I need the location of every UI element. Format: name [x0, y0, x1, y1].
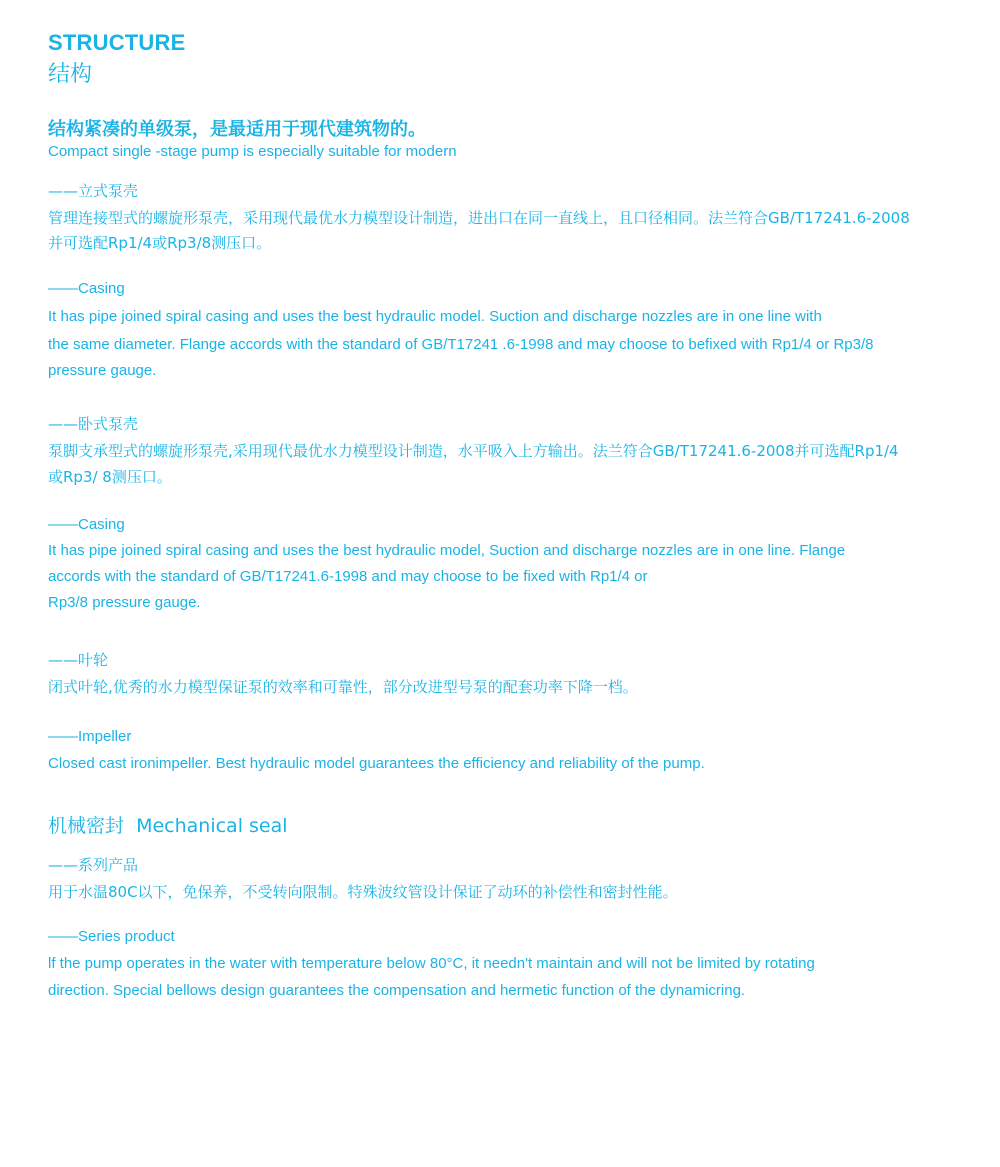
impeller-label-cn: ——叶轮 — [48, 651, 109, 669]
vertical-casing-line2-cn: 并可选配Rp1/4或Rp3/8测压口。 — [48, 234, 272, 252]
intro-cn: 结构紧凑的单级泵，是最适用于现代建筑物的。 — [48, 119, 426, 140]
vertical-casing-line3-en: pressure gauge. — [48, 362, 157, 379]
intro-en: Compact single -stage pump is especially suitable for modern — [48, 143, 457, 160]
series-product-label-en: ——Series product — [48, 928, 175, 945]
impeller-text-en: Closed cast ironimpeller. Best hydraulic model guarantees the efficiency and reliability of the pump. — [48, 755, 705, 772]
structure-title-cn: 结构 — [48, 62, 93, 87]
horizontal-casing-line3-en: Rp3/8 pressure gauge. — [48, 594, 201, 611]
vertical-casing-label-cn: ——立式泵壳 — [48, 182, 139, 200]
series-product-label-cn: ——系列产品 — [48, 856, 139, 874]
series-product-text-cn: 用于水温80C以下，免保养，不受转向限制。特殊波纹管设计保证了动环的补偿性和密封性能。 — [48, 883, 678, 901]
horizontal-casing-label-cn: ——卧式泵壳 — [48, 415, 139, 433]
vertical-casing-line1-cn: 管理连接型式的螺旋形泵壳，采用现代最优水力模型设计制造，进出口在同一直线上，且口径相同。法兰符合GB/T17241.6-2008 — [48, 209, 910, 227]
horizontal-casing-label-en: ——Casing — [48, 516, 125, 533]
mechanical-seal-heading: 机械密封 Mechanical seal — [48, 815, 288, 837]
impeller-label-en: ——Impeller — [48, 728, 132, 745]
vertical-casing-label-en: ——Casing — [48, 280, 125, 297]
impeller-text-cn: 闭式叶轮,优秀的水力模型保证泵的效率和可靠性，部分改进型号泵的配套功率下降一档。 — [48, 678, 638, 696]
horizontal-casing-line1-cn: 泵脚支承型式的螺旋形泵壳,采用现代最优水力模型设计制造，水平吸入上方输出。法兰符合GB/T17241.6-2008并可选配Rp1/4 — [48, 442, 899, 460]
series-product-line1-en: lf the pump operates in the water with temperature below 80°C, it needn't maintain and will not be limited by rotating — [48, 955, 815, 972]
horizontal-casing-line1-en: It has pipe joined spiral casing and uses the best hydraulic model, Suction and discharge nozzles are in one line. Flange — [48, 542, 846, 559]
vertical-casing-line1-en: It has pipe joined spiral casing and uses the best hydraulic model. Suction and discharge nozzles are in one line with — [48, 308, 822, 325]
vertical-casing-line2-en: the same diameter. Flange accords with the standard of GB/T17241 .6-1998 and may choose to befixed with Rp1/4 or Rp3/8 — [48, 336, 874, 353]
series-product-line2-en: direction. Special bellows design guarantees the compensation and hermetic function of the dynamicring. — [48, 982, 746, 999]
structure-title-en: STRUCTURE — [48, 30, 186, 55]
horizontal-casing-line2-cn: 或Rp3/ 8测压口。 — [48, 468, 172, 486]
horizontal-casing-line2-en: accords with the standard of GB/T17241.6-1998 and may choose to be fixed with Rp1/4 or — [48, 568, 648, 585]
